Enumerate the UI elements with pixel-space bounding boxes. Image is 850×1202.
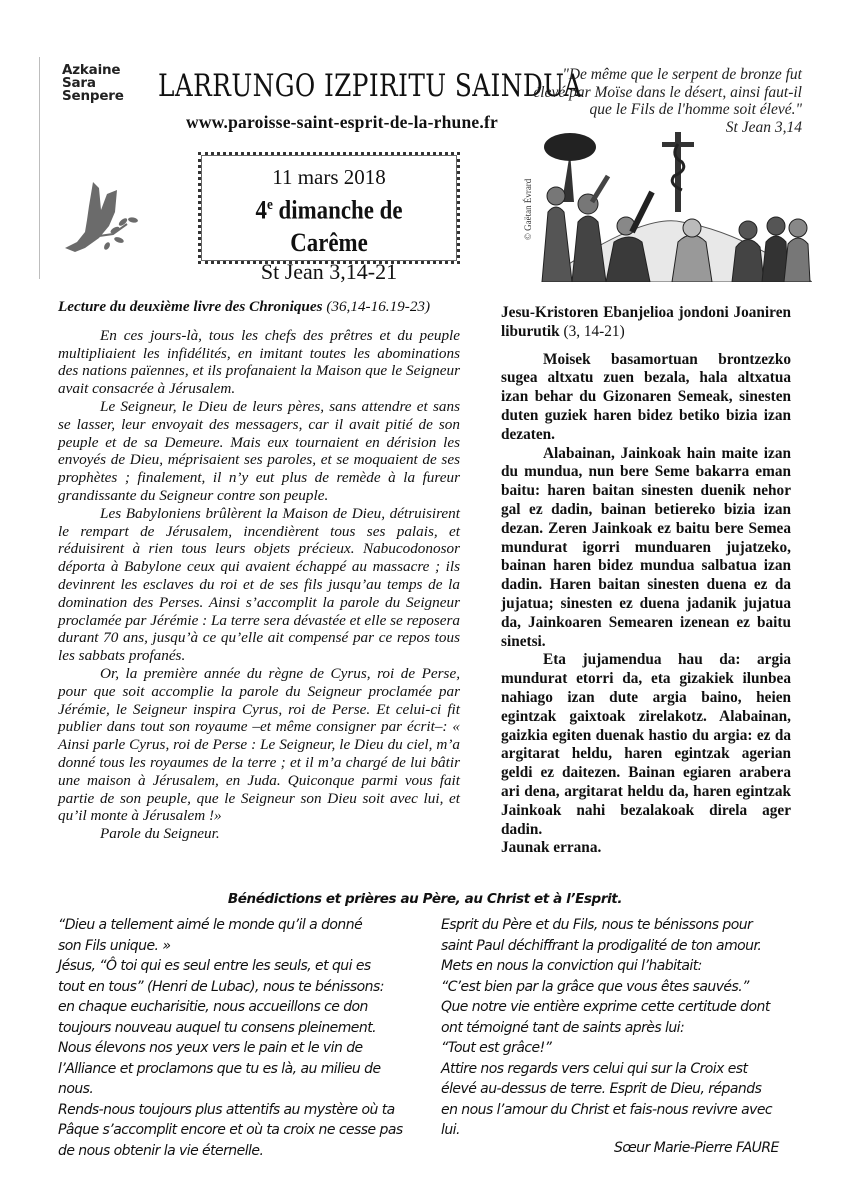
parish-towns (62, 64, 124, 103)
gospel-title-text: Jesu-Kristoren Ebanjelioa jondoni Joaniren liburutik (501, 304, 791, 340)
reading-title (58, 298, 460, 316)
prayer-line: Pâque s’accomplit encore et où ta croix ne cesse pas (58, 1122, 403, 1138)
prayer-line: en chaque eucharisitie, nous accueillons ce don (58, 999, 368, 1015)
prayer-line: lui. (441, 1122, 460, 1138)
gospel-closing: Jaunak errana. (501, 839, 602, 857)
prayer-line: “Tout est grâce!” (441, 1040, 552, 1056)
prayer-title: Bénédictions et prières au Père, au Christ et à l’Esprit. (227, 891, 623, 907)
town-name: Azkaine (62, 62, 121, 78)
illustration-credit: © Gaëtan Évrard (523, 178, 533, 240)
prayer-line: toujours nouveau auquel tu consens pleinement. (58, 1019, 377, 1036)
celebration-date: 11 mars 2018 (272, 165, 386, 189)
reading-paragraph: Les Babyloniens brûlèrent la Maison de Dieu, détruisirent le rempart de Jérusalem, incendièrent tous ses palais, et réduisirent à rien tous leurs objets précieux. Nabucodonosor déporta à Babylone ceux qui avaient échappé au massacre ; ils devinrent les esclaves du roi et de ses fils jusqu’au temps de la domination des Perses. Ainsi s’accomplit la parole du Seigneur proclamée par Jérémie : La terre sera dévastée et elle se reposera durant 70 ans, jusqu’à ce qu’elle ait compensé par ce repos tous les sabbats profanés. (58, 504, 460, 665)
header-left-rule (39, 57, 40, 279)
prayer-line: Rends-nous toujours plus attentifs au mystère où ta (58, 1101, 395, 1118)
prayer-line: Que notre vie entière exprime cette certitude dont (441, 999, 770, 1015)
prayer-line: son Fils unique. » (58, 937, 171, 954)
prayer-signature: Sœur Marie-Pierre FAURE (614, 1140, 779, 1156)
sunday-label: dimanche de Carême (272, 195, 403, 257)
gospel-reference: St Jean 3,14-21 (260, 258, 398, 284)
prayer-line: ont témoigné tant de saints après lui: (441, 1019, 685, 1036)
reading-reference: (36,14-16.19-23) (322, 298, 431, 315)
sunday-number: 4 (255, 195, 267, 225)
prayer-line: Esprit du Père et du Fils, nous te bénissons pour (441, 917, 753, 933)
reading-title-text: Lecture du deuxième livre des Chroniques (58, 298, 323, 315)
prayer-line: Attire nos regards vers celui qui sur la Croix est (441, 1060, 748, 1077)
reading-paragraph: En ces jours-là, tous les chefs des prêtres et du peuple multipliaient les infidélités, en imitant toutes les abominations des nations païennes, et ils profanaient la Maison que le Seigneur avait consacrée à Jérusalem. (58, 326, 460, 398)
prayer-line: “C’est bien par la grâce que vous êtes sauvés.” (441, 978, 749, 995)
gospel-paragraph: Alabainan, Jainkoak hain maite izan du mundua, nun bere Seme bakarra eman baitu: haren baitan sinesten duenik nehor gal ez dadin, bainan betiereko bizia izan dezan. Zeren Jainkoak ez baitu bere Semea mundurat igorri munduaren jujatzeko, bainan haren bidez mundua salbatua izan dadin. Haren baitan sinesten duena ez da jujatua; sinesten ez duena jadanik jujatua da, Jainkoaren Semearen izenean ez baitu sinetsi. (501, 444, 791, 650)
prayer-line: tout en tous” (Henri de Lubac), nous te bénissons: (58, 978, 384, 995)
prayer-line: nous. (58, 1081, 94, 1097)
date-box (198, 152, 460, 284)
gospel-reading (501, 304, 791, 858)
first-reading (58, 298, 460, 843)
reading-paragraph: Or, la première année du règne de Cyrus, roi de Perse, pour que soit accomplie la parole du Seigneur proclamée par Jérémie, le Seigneur inspira Cyrus, roi de Perse. Et celui-ci fit publier dans tout son royaume –et même consigner par écrit–: « Ainsi parle Cyrus, roi de Perse : Le Seigneur, le Dieu du ciel, m’a donné tous les royaumes de la terre ; et il m’a chargé de lui bâtir une maison à Jérusalem, en Juda. Quiconque parmi vous fait partie de son peuple, que le Seigneur son Dieu soit avec lui, et qu’il monte à Jérusalem !» (58, 664, 460, 825)
prayer-line: élevé au-dessus de terre. Esprit de Dieu, répands (441, 1081, 762, 1097)
gospel-paragraph: Eta jujamendua hau da: argia mundurat etorri da, eta gizakiek ilunbea nahiago izan dute argia baino, heien egintzak gaixtoak zirelakotz. Alabainan, gaizkia egiten duenak hastio du argia: ez da argitarat heldu, haren egintzak agerian geldi ez daitezen. Bainan egiaren arabera ari dena, argitarat heldu da, haren egintzak Jainkoak nahi bezalakoak direla ager dadin. (501, 651, 791, 838)
quote-line: "De même que le serpent de bronze fut (562, 66, 802, 83)
quote-reference: St Jean 3,14 (725, 118, 802, 136)
town-name: Senpere (62, 88, 124, 104)
parish-website: www.paroisse-saint-esprit-de-la-rhune.fr (186, 112, 498, 132)
prayer-line: en nous l’amour du Christ et fais-nous revivre avec (441, 1101, 773, 1118)
liturgical-sunday (216, 189, 441, 259)
gospel-paragraph: Moisek basamortuan brontzezko sugea altxatu zuen bezala, hala altxatua izan behar du Gizonaren Semeak, sinesten duten guziek haren bidez betiko bizia izan dezaten. (501, 350, 791, 443)
prayer-line: “Dieu a tellement aimé le monde qu’il a donné (58, 917, 363, 933)
bronze-serpent-illustration (522, 132, 812, 282)
prayer-line: saint Paul déchiffrant la prodigalité de ton amour. (441, 937, 762, 954)
prayer-left-column (58, 915, 438, 1161)
gospel-title (501, 304, 791, 342)
header-quote (532, 66, 802, 136)
prayer-right-column (441, 915, 816, 1141)
quote-line: que le Fils de l'homme soit élevé." (589, 101, 802, 118)
reading-closing: Parole du Seigneur. (100, 825, 220, 843)
prayer-line: Nous élevons nos yeux vers le pain et le vin de (58, 1040, 363, 1056)
town-name: Sara (62, 75, 96, 91)
quote-line: élevé par Moïse dans le désert, ainsi faut-il (533, 83, 802, 101)
sunday-ordinal: e (266, 197, 273, 213)
prayer-line: Mets en nous la conviction qui l’habitait: (441, 958, 702, 974)
reading-paragraph: Le Seigneur, le Dieu de leurs pères, sans attendre et sans se lasser, leur envoyait des messagers, car il avait pitié de son peuple et de sa Demeure. Mais eux tournaient en dérision les envoyés de Dieu, méprisaient ses paroles, et se moquaient de ses prophètes ; finalement, il n’y eut plus de remède à la fureur grandissante du Seigneur contre son peuple. (58, 397, 460, 504)
prayer-line: de nous obtenir la vie éternelle. (58, 1142, 264, 1159)
gospel-title-reference: (3, 14-21) (559, 322, 625, 340)
dove-with-olive-branch-icon (55, 150, 145, 270)
prayer-line: l’Alliance et proclamons que tu es là, au milieu de (58, 1060, 381, 1077)
parish-masthead: LARRUNGO IZPIRITU SAINDUA (158, 68, 582, 104)
prayer-line: Jésus, “Ô toi qui es seul entre les seuls, et qui es (58, 958, 371, 974)
